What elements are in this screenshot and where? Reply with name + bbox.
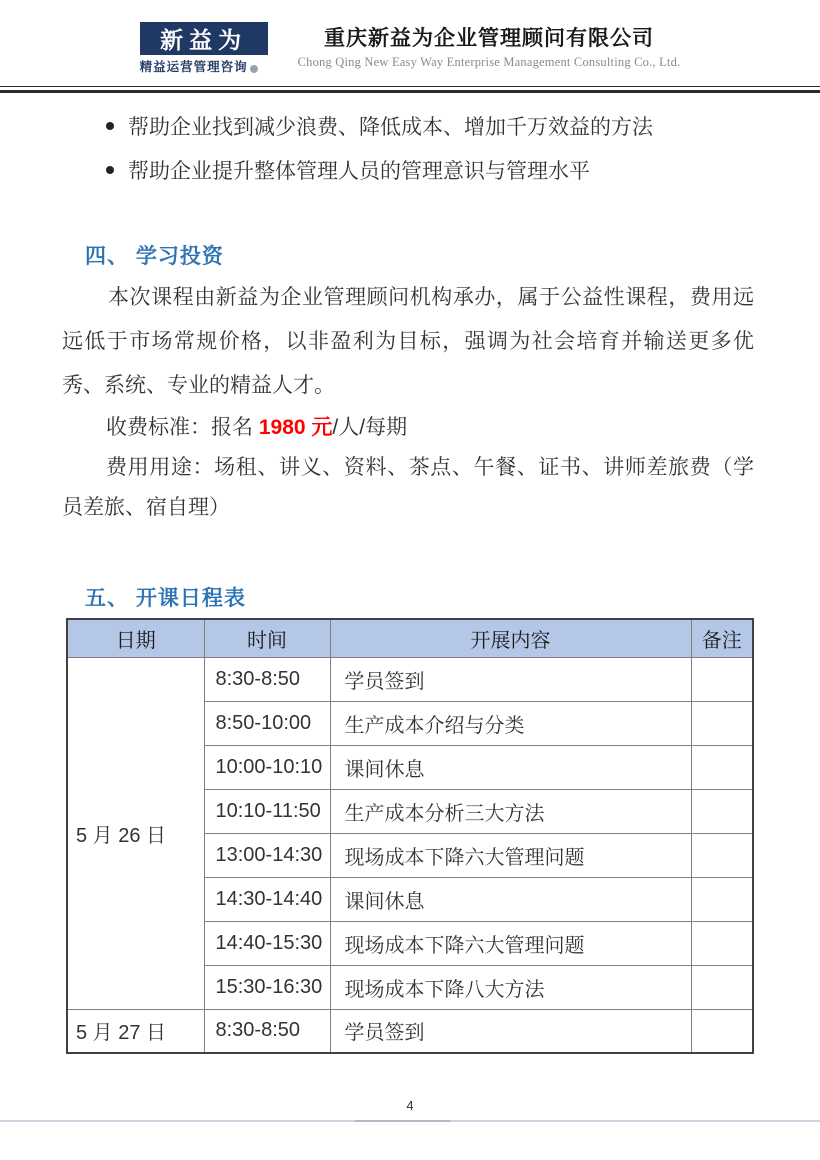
fee-suffix: /人/每期	[332, 416, 408, 439]
list-item-text: 帮助企业找到减少浪费、降低成本、增加千万效益的方法	[128, 116, 653, 139]
remark-cell	[691, 745, 753, 789]
header-divider	[0, 86, 820, 93]
time-cell: 8:30-8:50	[204, 1009, 330, 1053]
time-cell: 8:30-8:50	[204, 657, 330, 701]
company-name-cn: 重庆新益为企业管理顾问有限公司	[324, 27, 654, 50]
content-cell: 现场成本下降六大管理问题	[330, 921, 691, 965]
list-item	[106, 104, 750, 148]
table-row	[67, 657, 753, 701]
page-header	[0, 22, 820, 84]
bullet-icon	[106, 122, 114, 130]
column-header-content: 开展内容	[330, 619, 691, 657]
remark-cell	[691, 965, 753, 1009]
benefit-list	[106, 104, 750, 192]
remark-cell	[691, 701, 753, 745]
logo-sub-text: 精益运营管理咨询	[139, 60, 248, 74]
remark-cell	[691, 657, 753, 701]
time-cell: 10:00-10:10	[204, 745, 330, 789]
fee-amount: 1980 元	[258, 416, 333, 439]
remark-cell	[691, 921, 753, 965]
fee-usage-line: 费用用途：场租、讲义、资料、茶点、午餐、证书、讲师差旅费（学员差旅、宿自理）	[62, 456, 754, 519]
content-cell: 课间休息	[330, 877, 691, 921]
time-cell: 13:00-14:30	[204, 833, 330, 877]
section-title-investment: 四、 学习投资	[85, 245, 224, 268]
content-cell: 学员签到	[330, 657, 691, 701]
list-item-text: 帮助企业提升整体管理人员的管理意识与管理水平	[128, 160, 590, 183]
investment-paragraph: 本次课程由新益为企业管理顾问机构承办，属于公益性课程，费用远远低于市场常规价格，以非盈利为目标，强调为社会培育并输送更多优秀、系统、专业的精益人才。	[62, 286, 754, 397]
date-cell: 5 月 27 日	[67, 1009, 204, 1053]
content-cell: 生产成本分析三大方法	[330, 789, 691, 833]
time-cell: 10:10-11:50	[204, 789, 330, 833]
logo-dot-icon	[250, 65, 258, 73]
remark-cell	[691, 1009, 753, 1053]
table-row	[67, 1009, 753, 1053]
content-cell: 现场成本下降八大方法	[330, 965, 691, 1009]
logo-main-text: 新益为	[160, 27, 248, 53]
fee-standard-line	[62, 408, 754, 448]
column-header-time: 时间	[204, 619, 330, 657]
content-cell: 课间休息	[330, 745, 691, 789]
time-cell: 8:50-10:00	[204, 701, 330, 745]
date-cell: 5 月 26 日	[67, 657, 204, 1009]
fee-prefix: 收费标准：报名	[106, 416, 259, 439]
list-item	[106, 148, 750, 192]
page-number: 4	[406, 1098, 414, 1113]
bullet-icon	[106, 166, 114, 174]
section-title-schedule: 五、 开课日程表	[85, 587, 246, 610]
footer-divider	[0, 1120, 820, 1122]
time-cell: 14:40-15:30	[204, 921, 330, 965]
remark-cell	[691, 833, 753, 877]
logo-box	[140, 22, 268, 55]
remark-cell	[691, 877, 753, 921]
company-name-en: Chong Qing New Easy Way Enterprise Management Consulting Co., Ltd.	[297, 55, 681, 69]
table-header-row	[67, 619, 753, 657]
content-cell: 生产成本介绍与分类	[330, 701, 691, 745]
column-header-date: 日期	[67, 619, 204, 657]
company-logo	[140, 22, 270, 75]
column-header-remark: 备注	[691, 619, 753, 657]
content-cell: 现场成本下降六大管理问题	[330, 833, 691, 877]
schedule-table	[66, 618, 754, 1054]
content-cell: 学员签到	[330, 1009, 691, 1053]
remark-cell	[691, 789, 753, 833]
time-cell: 15:30-16:30	[204, 965, 330, 1009]
time-cell: 14:30-14:40	[204, 877, 330, 921]
